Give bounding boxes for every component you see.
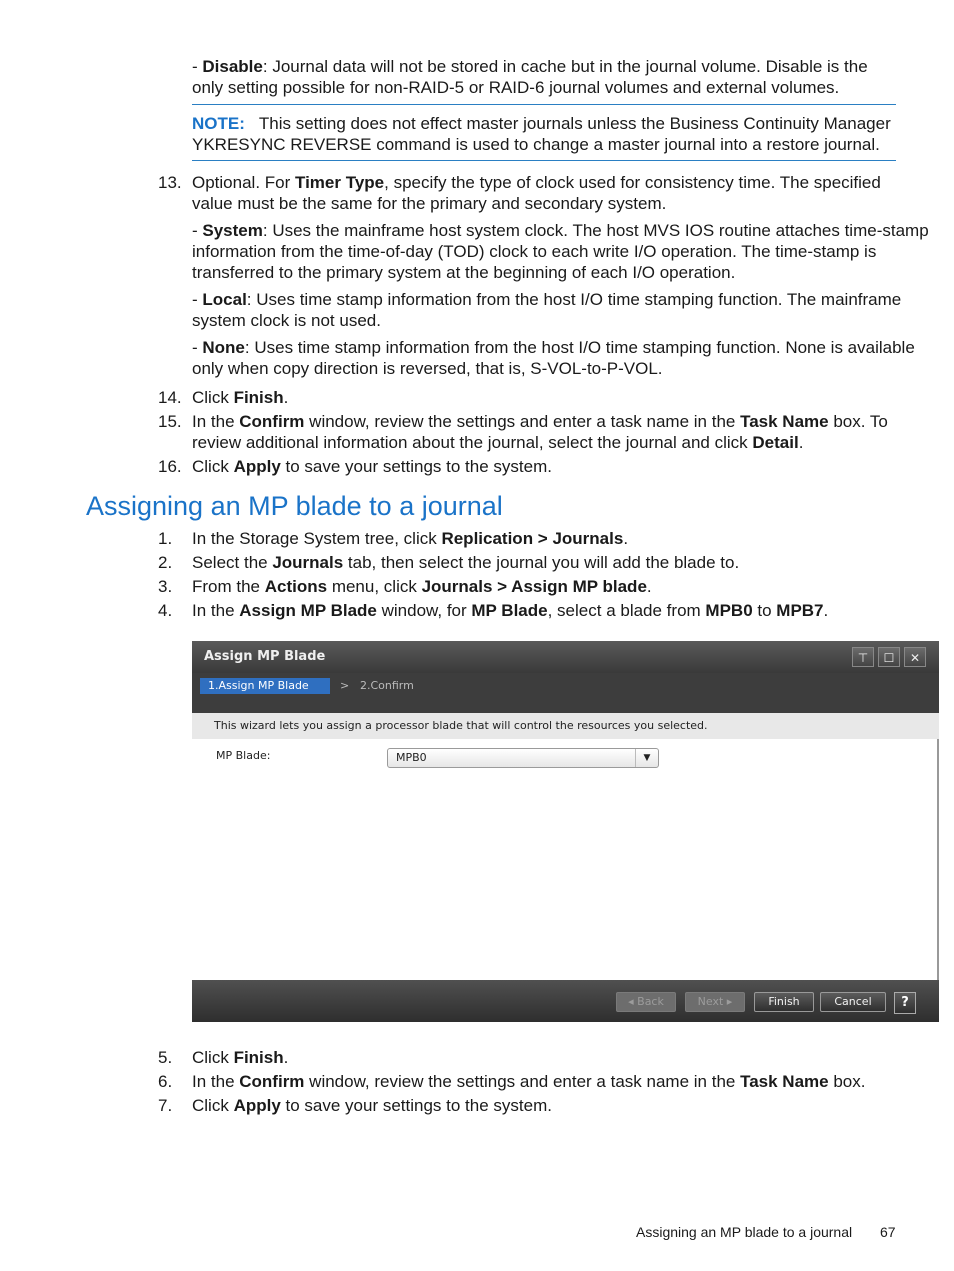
step-number: 3. [158, 577, 173, 596]
step-number: 14. [158, 388, 182, 407]
step-15-line1: In the Confirm window, review the settings and enter a task name in the Task Name box. To [192, 412, 888, 431]
local-option-line2: system clock is not used. [192, 311, 381, 330]
dialog-title: Assign MP Blade [204, 649, 326, 664]
step-number: 6. [158, 1072, 173, 1091]
step-13-line2: value must be the same for the primary and secondary system. [192, 194, 667, 213]
step-6: In the Confirm window, review the settings and enter a task name in the Task Name box. [192, 1072, 866, 1091]
pin-icon[interactable]: ⊤ [852, 647, 874, 667]
step-number: 16. [158, 457, 182, 476]
mp-blade-value: MPB0 [396, 751, 427, 764]
wizard-steps [192, 673, 939, 713]
mp-blade-label: MP Blade: [216, 749, 271, 762]
step-number: 5. [158, 1048, 173, 1067]
page-number: 67 [880, 1224, 896, 1240]
wizard-step-assign[interactable]: 1.Assign MP Blade [200, 678, 330, 694]
system-option-line3: transferred to the primary system at the beginning of each I/O operation. [192, 263, 736, 282]
chevron-down-icon[interactable]: ▼ [635, 749, 658, 767]
step-15-line2: review additional information about the journal, select the journal and click Detail. [192, 433, 804, 452]
step-16: Click Apply to save your settings to the system. [192, 457, 552, 476]
note-label: NOTE: [192, 114, 245, 133]
assign-mp-blade-dialog [192, 641, 939, 1022]
step-7: Click Apply to save your settings to the system. [192, 1096, 552, 1115]
note-rule-top [192, 104, 896, 105]
dialog-button-bar [192, 980, 939, 1022]
system-option-line1: - System: Uses the mainframe host system clock. The host MVS IOS routine attaches time-stamp [192, 221, 929, 240]
close-icon[interactable]: ✕ [904, 647, 926, 667]
step-number: 4. [158, 601, 173, 620]
dialog-scroll-edge [937, 739, 939, 980]
step-number: 13. [158, 173, 182, 192]
step-13-line1: Optional. For Timer Type, specify the type of clock used for consistency time. The specified [192, 173, 881, 192]
step-number: 2. [158, 553, 173, 572]
step-number: 1. [158, 529, 173, 548]
dialog-title-bar [192, 641, 939, 673]
note-line2: YKRESYNC REVERSE command is used to change a master journal into a restore journal. [192, 135, 880, 154]
local-option-line1: - Local: Uses time stamp information from the host I/O time stamping function. The mainframe [192, 290, 902, 309]
step-5: Click Finish. [192, 1048, 289, 1067]
help-icon[interactable]: ? [894, 992, 916, 1014]
step-number: 7. [158, 1096, 173, 1115]
finish-button[interactable]: Finish [754, 992, 814, 1012]
none-option-line1: - None: Uses time stamp information from the host I/O time stamping function. None is available [192, 338, 915, 357]
mp-blade-select[interactable] [387, 748, 659, 768]
disable-option-line1: - Disable: Journal data will not be stored in cache but in the journal volume. Disable is the [192, 57, 868, 76]
section-heading: Assigning an MP blade to a journal [86, 491, 503, 521]
note-line1: NOTE: This setting does not effect master journals unless the Business Continuity Manager [192, 114, 891, 133]
step-number: 15. [158, 412, 182, 431]
disable-option-line2: only setting possible for non-RAID-5 or RAID-6 journal volumes and external volumes. [192, 78, 840, 97]
step-14: Click Finish. [192, 388, 289, 407]
cancel-button[interactable]: Cancel [820, 992, 886, 1012]
step-1: In the Storage System tree, click Replication > Journals. [192, 529, 629, 548]
step-3: From the Actions menu, click Journals > Assign MP blade. [192, 577, 652, 596]
note-rule-bottom [192, 160, 896, 161]
system-option-line2: information from the time-of-day (TOD) clock to each write I/O operation. The time-stamp is [192, 242, 877, 261]
back-button[interactable]: ◂ Back [616, 992, 676, 1012]
footer-title: Assigning an MP blade to a journal [636, 1224, 853, 1240]
maximize-icon[interactable]: ☐ [878, 647, 900, 667]
none-option-line2: only when copy direction is reversed, that is, S-VOL-to-P-VOL. [192, 359, 663, 378]
step-4: In the Assign MP Blade window, for MP Blade, select a blade from MPB0 to MPB7. [192, 601, 829, 620]
next-button[interactable]: Next ▸ [685, 992, 745, 1012]
chevron-right-icon: > [340, 679, 350, 692]
wizard-intro: This wizard lets you assign a processor blade that will control the resources you selected. [192, 713, 939, 739]
step-2: Select the Journals tab, then select the journal you will add the blade to. [192, 553, 740, 572]
wizard-step-confirm[interactable]: 2.Confirm [360, 679, 414, 692]
